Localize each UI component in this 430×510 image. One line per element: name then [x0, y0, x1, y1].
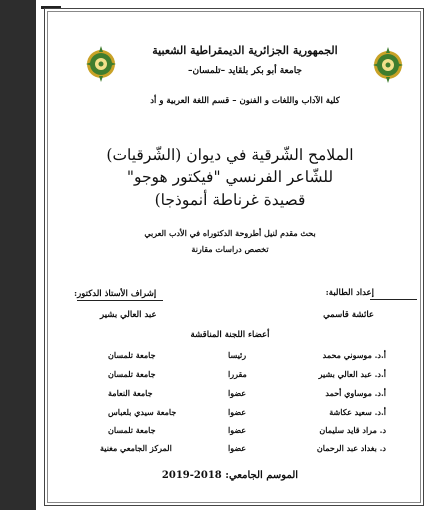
committee-member-role: مقررا	[228, 369, 247, 379]
committee-member-institution: المركز الجامعي مغنية	[100, 443, 172, 453]
thesis-title-line1: الملامح الشّرقية في ديوان (الشّرقيات)	[106, 146, 354, 164]
university-name: جامعة أبو بكر بلقايد –تلمسان–	[188, 66, 302, 76]
supervisor-label-underline	[77, 300, 163, 301]
committee-member-institution: جامعة تلمسان	[108, 350, 156, 360]
committee-member-institution: جامعة تلمسان	[108, 425, 156, 435]
committee-member-institution: جامعة تلمسان	[108, 369, 156, 379]
degree-statement: بحث مقدم لنيل أطروحة الدكتوراه في الأدب العربي	[144, 228, 316, 238]
faculty-name: كلية الآداب واللغات و الفنون – قسم اللغة العربية و أد	[150, 96, 340, 106]
university-logo-left-icon	[84, 44, 118, 84]
committee-member-name: أ.د. سعيد عكاشة	[329, 407, 386, 417]
committee-member-role: عضوا	[228, 443, 247, 453]
committee-member-role: رئيسا	[228, 350, 247, 360]
committee-member-name: أ.د. موسوني محمد	[322, 350, 386, 360]
committee-member-role: عضوا	[228, 388, 247, 398]
supervisor-name: عبد العالي بشير	[100, 310, 157, 320]
thesis-title-line2: للشّاعر الفرنسي "فيكتور هوجو"	[126, 168, 334, 186]
republic-heading: الجمهورية الجزائرية الديمقراطية الشعبية	[152, 44, 338, 57]
committee-member-role: عضوا	[228, 425, 247, 435]
committee-member-institution: جامعة النعامة	[108, 388, 153, 398]
committee-member-name: أ.د. موساوي أحمد	[325, 388, 386, 398]
student-label: إعداد الطالبة:	[325, 288, 374, 298]
student-name: عائشة قاسمي	[323, 310, 374, 320]
committee-member-name: أ.د. عبد العالي بشير	[318, 369, 386, 379]
specialization: تخصص دراسات مقارنة	[191, 244, 269, 254]
committee-member-name: د. مراد قايد سليمان	[319, 425, 386, 435]
committee-member-institution: جامعة سيدي بلعباس	[108, 407, 177, 417]
committee-heading: أعضاء اللجنة المناقشة	[190, 330, 270, 340]
academic-season: الموسم الجامعي: 2018-2019	[161, 470, 299, 481]
thesis-title-line3: قصيدة غرناطة أنموذجا)	[154, 191, 306, 209]
committee-member-role: عضوا	[228, 407, 247, 417]
student-label-underline	[370, 299, 417, 300]
committee-member-name: د. بغداد عبد الرحمان	[316, 443, 386, 453]
supervisor-label: إشراف الأستاذ الدكتور:	[74, 289, 157, 299]
university-logo-right-icon	[371, 45, 405, 85]
